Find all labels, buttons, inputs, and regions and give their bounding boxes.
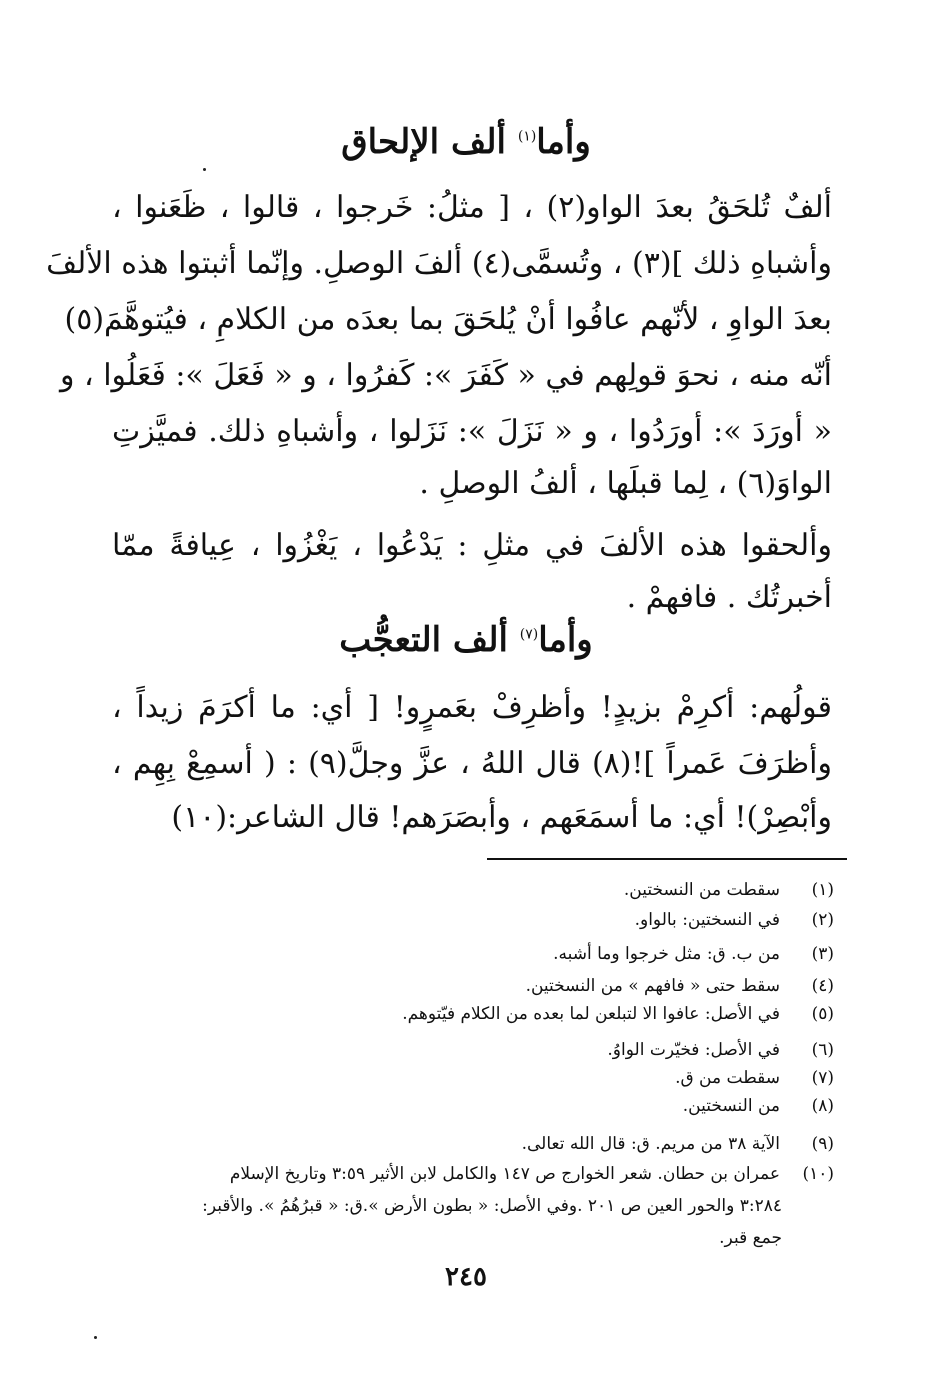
footnote — [683, 1096, 834, 1116]
page-number: ٢٤٥ — [445, 1262, 487, 1292]
footnote-text: في الأصل: عافوا الا لتبلعن لما بعده من الكلام فيّتوهم. — [402, 1004, 780, 1024]
scan-speck — [203, 168, 206, 171]
footnote-continuation: جمع قبر. — [719, 1228, 782, 1248]
footnote-marker: (٧) — [519, 626, 539, 643]
text-line: بعدَ الواوِ ، لأنّهم عافُوا أنْ يُلحَقَ بما بعدَه من الكلامِ ، فيُتوهَّمَ(٥) — [64, 302, 832, 337]
footnote-number: (٦) — [811, 1040, 834, 1060]
footnote-text: عمران بن حطان. شعر الخوارج ص ١٤٧ والكامل لابن الأثير ٣:٥٩ وتاريخ الإسلام — [229, 1164, 780, 1184]
text-line: ألفٌ تُلحَقُ بعدَ الواو(٢) ، [ مثلُ: خَرجوا ، قالوا ، ظَعَنوا ، — [112, 190, 832, 225]
footnote-text: من النسختين. — [682, 1096, 780, 1116]
footnote — [526, 976, 834, 996]
footnote-continuation: ٣:٢٨٤ والحور العين ص ٢٠١ .وفي الأصل: « بطون الأرض ».ق: « قبرُهُمُ ». والأقبر: — [202, 1196, 782, 1216]
section-heading-taajjub — [0, 620, 932, 660]
text-line: أخبرتُك . فافهمْ . — [626, 580, 832, 615]
text-line: وأبْصِرْ)! أي: ما أسمَعَهم ، وأبصَرَهم! قال الشاعر:(١٠) — [171, 800, 832, 835]
text-line: الواوَ(٦) ، لِما قبلَها ، ألفُ الوصلِ . — [419, 466, 832, 501]
text-line: قولُهم: أكرِمْ بزيدٍ! وأظرِفْ بعَمرٍو! [ أي: ما أكرَمَ زيداً ، — [112, 690, 832, 725]
footnote-number: (٩) — [811, 1134, 834, 1154]
footnote — [402, 1004, 834, 1024]
text-line: وأشباهِ ذلك ](٣) ، وتُسمَّى(٤) ألفَ الوصلِ. وإنّما أثبتوا هذه الألفَ — [46, 246, 832, 281]
footnote-number: (٤) — [811, 976, 834, 996]
heading-word: وأما — [536, 122, 591, 162]
footnote-number: (٧) — [811, 1068, 834, 1088]
footnote — [635, 910, 834, 930]
footnote-number: (٨) — [811, 1096, 834, 1116]
text-line: « أورَدَ »: أورَدُوا ، و « نَزَلَ »: نَزَلوا ، وأشباهِ ذلك. فميَّزتِ — [112, 414, 832, 449]
heading-word: وأما — [538, 620, 593, 660]
footnote-number: (١) — [811, 880, 834, 900]
footnote-text: سقطت من ق. — [675, 1068, 780, 1088]
footnote-text: الآية ٣٨ من مريم. ق: قال الله تعالى. — [521, 1134, 780, 1154]
footnote — [607, 1040, 834, 1060]
text-line: أنّه منه ، نحوَ قولِهم في « كَفَرَ »: كَفرُوا ، و « فَعَلَ »: فَعَلُوا ، و — [59, 358, 832, 393]
footnote — [624, 880, 834, 900]
text-line: وألحقوا هذه الألفَ في مثلِ : يَدْعُوا ، يَغْزُوا ، عِيافةً ممّا — [112, 528, 832, 563]
section-heading-ilhaq — [0, 122, 932, 162]
footnote-text: في الأصل: فخيّرت الواوُ. — [607, 1040, 780, 1060]
footnote — [675, 1068, 834, 1088]
footnote-number: (٥) — [811, 1004, 834, 1024]
footnote-text: سقط حتى « فافهم » من النسختين. — [525, 976, 780, 996]
footnote — [553, 944, 834, 964]
footnote-number: (٢) — [811, 910, 834, 930]
footnote-text: في النسختين: بالواو. — [634, 910, 780, 930]
footnote-text: سقطت من النسختين. — [623, 880, 780, 900]
footnote-number: (١٠) — [802, 1164, 834, 1184]
footnote — [230, 1164, 834, 1184]
scan-speck — [94, 1336, 97, 1339]
footnote-number: (٣) — [811, 944, 834, 964]
heading-title: ألف التعجُّب — [339, 620, 508, 660]
footnote-text: من ب. ق: مثل خرجوا وما أشبه. — [553, 944, 780, 964]
heading-title: ألف الإلحاق — [341, 122, 506, 162]
footnote-separator — [487, 858, 847, 860]
footnote-marker: (١) — [517, 128, 537, 145]
text-line: وأظرَفَ عَمراً ]!(٨) قال اللهُ ، عزَّ وجلَّ(٩) : ( أسمِعْ بِهِم ، — [112, 746, 832, 781]
footnote — [522, 1134, 834, 1154]
